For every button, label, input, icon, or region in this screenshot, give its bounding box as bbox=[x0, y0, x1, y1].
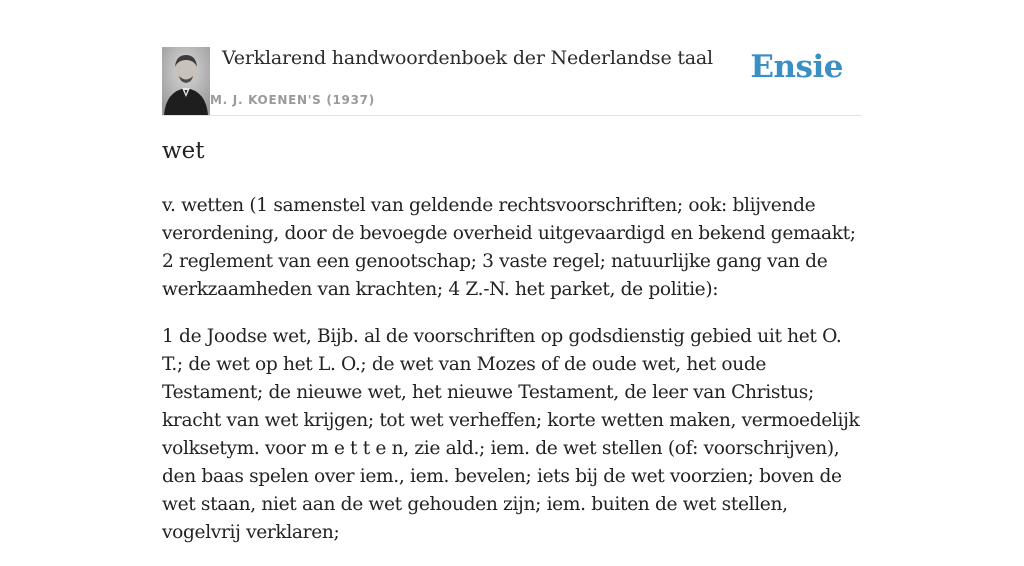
definition-paragraph: v. wetten (1 samenstel van geldende rechtsvoorschriften; ook: blijvende verordening, door de bevoegde overheid uitgevaardigd en bekend gemaakt; 2 reglement van een genootschap; 3 vaste regel; natuurlijke gang van de werkzaamheden van krachten; 4 Z.-N. het parket, de politie): bbox=[162, 195, 856, 300]
dictionary-header bbox=[162, 44, 862, 116]
definition-paragraph: 1 de Joodse wet, Bijb. al de voorschriften op godsdienstig gebied uit het O. T.; de wet op het L. O.; de wet van Mozes of de oude wet, het oude Testament; de nieuwe wet, het nieuwe Testament, de leer van Christus; kracht van wet krijgen; tot wet verheffen; korte wetten maken, vermoedelijk volksetym. voor m e t t e n, zie ald.; iem. de wet stellen (of: voorschrijven), den baas spelen over iem., iem. bevelen; iets bij de wet voorzien; boven de wet staan, niet aan de wet gehouden zijn; iem. buiten de wet stellen, vogelvrij verklaren; bbox=[162, 326, 860, 543]
dictionary-author: M. J. KOENEN'S (1937) bbox=[210, 93, 375, 107]
ensie-logo-link[interactable]: Ensie bbox=[750, 49, 843, 85]
entry-definition bbox=[162, 192, 862, 566]
header-divider bbox=[162, 115, 862, 116]
entry-headword: wet bbox=[162, 138, 205, 164]
dictionary-title: Verklarend handwoordenboek der Nederlandse taal bbox=[222, 47, 713, 69]
author-portrait bbox=[162, 47, 210, 115]
